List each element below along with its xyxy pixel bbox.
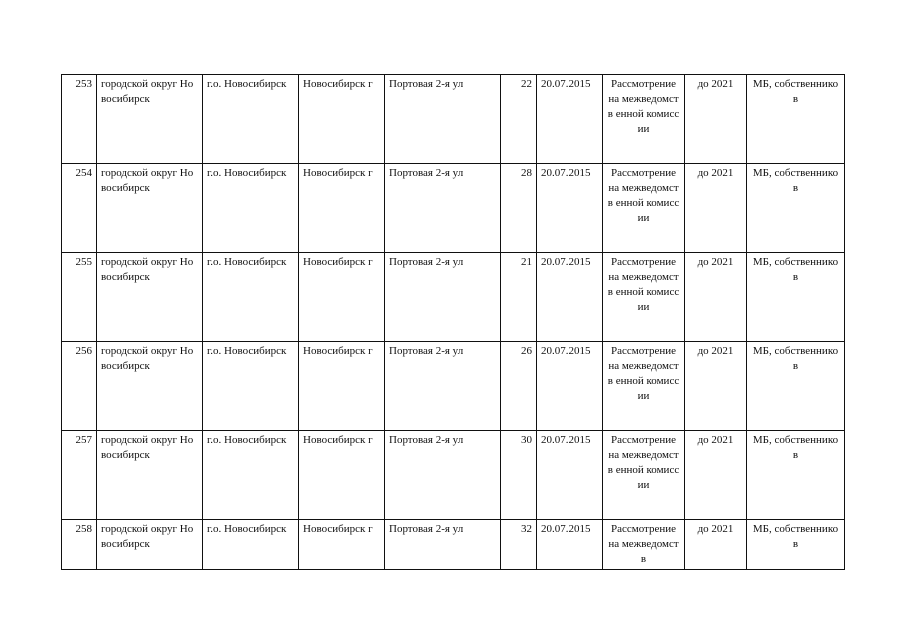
- locality-cell: Новосибирск г: [299, 75, 385, 164]
- table-row: [62, 342, 845, 431]
- street-cell: Портовая 2-я ул: [385, 164, 501, 253]
- street-cell: Портовая 2-я ул: [385, 520, 501, 570]
- district-cell: городской округ Новосибирск: [97, 342, 203, 431]
- table-row: [62, 75, 845, 164]
- locality-cell: Новосибирск г: [299, 253, 385, 342]
- locality-cell: Новосибирск г: [299, 342, 385, 431]
- district-cell: городской округ Новосибирск: [97, 164, 203, 253]
- municipality-cell: г.о. Новосибирск: [203, 431, 299, 520]
- term-cell: до 2021: [685, 431, 747, 520]
- municipality-cell: г.о. Новосибирск: [203, 520, 299, 570]
- funding-cell: МБ, собственников: [747, 342, 845, 431]
- municipality-cell: г.о. Новосибирск: [203, 253, 299, 342]
- house-number-cell: 22: [501, 75, 537, 164]
- status-cell: Рассмотрение на межведомств енной комиссии: [603, 75, 685, 164]
- table-row: [62, 520, 845, 570]
- status-cell: Рассмотрение на межведомств: [603, 520, 685, 570]
- house-number-cell: 21: [501, 253, 537, 342]
- district-cell: городской округ Новосибирск: [97, 431, 203, 520]
- funding-cell: МБ, собственников: [747, 164, 845, 253]
- date-cell: 20.07.2015: [537, 342, 603, 431]
- table-row: [62, 164, 845, 253]
- funding-cell: МБ, собственников: [747, 431, 845, 520]
- term-cell: до 2021: [685, 75, 747, 164]
- house-number-cell: 32: [501, 520, 537, 570]
- house-number-cell: 26: [501, 342, 537, 431]
- district-cell: городской округ Новосибирск: [97, 75, 203, 164]
- status-cell: Рассмотрение на межведомств енной комиссии: [603, 253, 685, 342]
- house-number-cell: 28: [501, 164, 537, 253]
- municipality-cell: г.о. Новосибирск: [203, 75, 299, 164]
- date-cell: 20.07.2015: [537, 164, 603, 253]
- term-cell: до 2021: [685, 253, 747, 342]
- row-number-cell: 257: [62, 431, 97, 520]
- street-cell: Портовая 2-я ул: [385, 431, 501, 520]
- term-cell: до 2021: [685, 164, 747, 253]
- district-cell: городской округ Новосибирск: [97, 520, 203, 570]
- table-row: [62, 431, 845, 520]
- row-number-cell: 253: [62, 75, 97, 164]
- registry-table: [61, 74, 845, 570]
- locality-cell: Новосибирск г: [299, 520, 385, 570]
- row-number-cell: 256: [62, 342, 97, 431]
- district-cell: городской округ Новосибирск: [97, 253, 203, 342]
- street-cell: Портовая 2-я ул: [385, 253, 501, 342]
- locality-cell: Новосибирск г: [299, 431, 385, 520]
- date-cell: 20.07.2015: [537, 75, 603, 164]
- funding-cell: МБ, собственников: [747, 520, 845, 570]
- street-cell: Портовая 2-я ул: [385, 75, 501, 164]
- date-cell: 20.07.2015: [537, 253, 603, 342]
- date-cell: 20.07.2015: [537, 431, 603, 520]
- date-cell: 20.07.2015: [537, 520, 603, 570]
- table-row: [62, 253, 845, 342]
- row-number-cell: 254: [62, 164, 97, 253]
- row-number-cell: 255: [62, 253, 97, 342]
- status-cell: Рассмотрение на межведомств енной комиссии: [603, 431, 685, 520]
- street-cell: Портовая 2-я ул: [385, 342, 501, 431]
- municipality-cell: г.о. Новосибирск: [203, 164, 299, 253]
- term-cell: до 2021: [685, 342, 747, 431]
- row-number-cell: 258: [62, 520, 97, 570]
- status-cell: Рассмотрение на межведомств енной комиссии: [603, 164, 685, 253]
- funding-cell: МБ, собственников: [747, 75, 845, 164]
- funding-cell: МБ, собственников: [747, 253, 845, 342]
- locality-cell: Новосибирск г: [299, 164, 385, 253]
- term-cell: до 2021: [685, 520, 747, 570]
- municipality-cell: г.о. Новосибирск: [203, 342, 299, 431]
- status-cell: Рассмотрение на межведомств енной комиссии: [603, 342, 685, 431]
- house-number-cell: 30: [501, 431, 537, 520]
